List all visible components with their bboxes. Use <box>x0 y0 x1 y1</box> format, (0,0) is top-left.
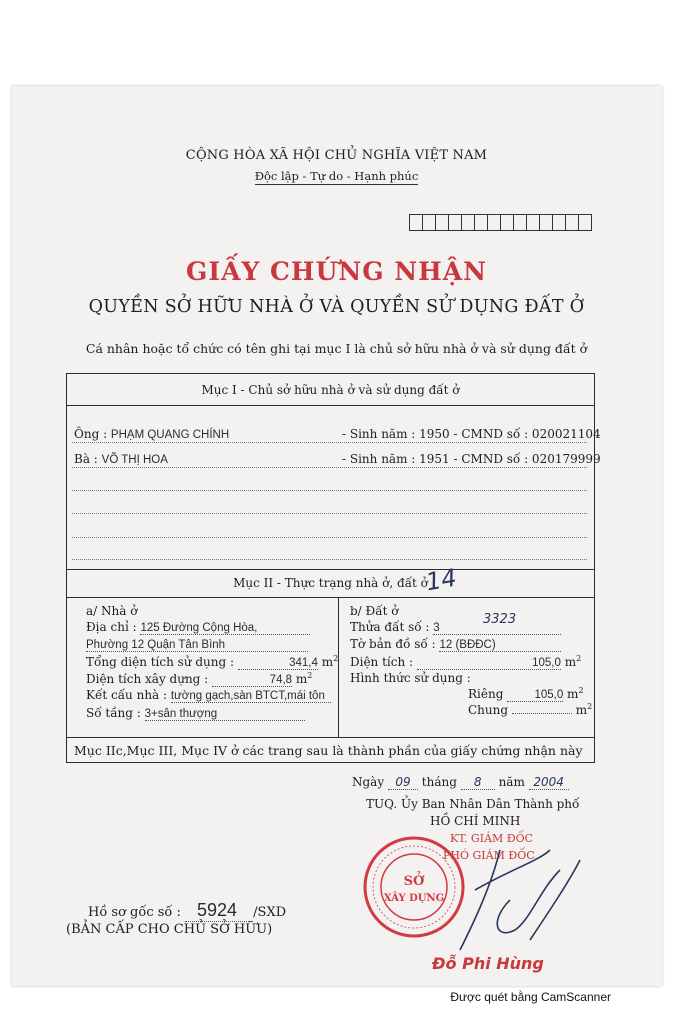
authority-line: TUQ. Ủy Ban Nhân Dân Thành phố <box>366 797 580 811</box>
owner-row: Ông : PHẠM QUANG CHÍNH <box>74 427 230 441</box>
floors: Số tầng : 3+sân thượng <box>86 706 305 721</box>
authority-city: HỒ CHÍ MINH <box>430 814 521 828</box>
authority-subtitle: PHÓ GIÁM ĐỐC <box>443 849 535 862</box>
signature-icon <box>430 830 600 970</box>
house-label: a/ Nhà ở <box>86 604 138 618</box>
usage-shared: Chung $m^2$ <box>468 702 593 717</box>
owner-info: - Sinh năm : 1951 - CMND số : 020179999 <box>342 452 601 466</box>
authority-title: KT. GIÁM ĐỐC <box>450 832 534 845</box>
issued-to: (BẢN CẤP CHO CHỦ SỞ HỮU) <box>66 922 273 937</box>
certificate-title: GIẤY CHỨNG NHẬN <box>186 257 487 286</box>
continuation-note: Mục IIc,Mục III, Mục IV ở các trang sau là thành phần của giấy chứng nhận này <box>74 743 583 758</box>
signer-name: Đỗ Phi Hùng <box>432 954 544 973</box>
owner-row: Bà : VÕ THỊ HOA <box>74 452 168 466</box>
table-divider <box>66 405 595 406</box>
issue-date: Ngày 09 tháng 8 năm 2004 <box>352 775 569 790</box>
motto: Độc lập - Tự do - Hạnh phúc <box>254 169 419 183</box>
section1-heading: Mục I - Chủ sở hữu nhà ở và sử dụng đất ở <box>201 383 460 397</box>
structure: Kết cấu nhà : tường gạch,sàn BTCT,mái tôn <box>86 688 331 703</box>
land-area: Diện tích : 105,0 $m^2$ <box>350 654 582 669</box>
nation-header: CỘNG HÒA XÃ HỘI CHỦ NGHĨA VIỆT NAM <box>185 148 488 163</box>
map-sheet: Tờ bản đồ số : 12 (BĐĐC) <box>350 637 561 652</box>
table-divider <box>66 569 595 570</box>
certificate-subtitle: QUYỀN SỞ HỮU NHÀ Ở VÀ QUYỀN SỬ DỤNG ĐẤT Ở <box>88 297 585 317</box>
intro-text: Cá nhân hoặc tổ chức có tên ghi tại mục I là chủ sở hữu nhà ở và sử dụng đất ở <box>85 341 588 356</box>
table-divider <box>66 597 595 598</box>
svg-text:SỞ: SỞ <box>403 874 425 889</box>
house-address: Địa chỉ : 125 Đường Cộng Hòa, <box>86 620 310 635</box>
usage-form: Hình thức sử dụng : <box>350 671 471 685</box>
svg-text:XÂY DỰNG: XÂY DỰNG <box>383 893 445 904</box>
parcel-number: Thửa đất số : 3 <box>350 620 561 635</box>
owner-info: - Sinh năm : 1950 - CMND số : 020021104 <box>342 427 601 441</box>
usage-private: Riêng 105,0 $m^2$ <box>468 686 584 701</box>
section2-heading: Mục II - Thực trạng nhà ở, đất ở <box>233 576 428 590</box>
parcel-handwritten-note: 3323 <box>483 612 517 627</box>
serial-number-boxes <box>410 214 592 231</box>
total-area: Tổng diện tích sử dụng : 341,4 $m^2$ <box>86 654 339 669</box>
build-area: Diện tích xây dựng : 74,8 $m^2$ <box>86 671 313 686</box>
handwritten-mark: 14 <box>423 563 459 597</box>
land-label: b/ Đất ở <box>350 604 399 618</box>
camscanner-watermark: Được quét bằng CamScanner <box>450 990 611 1004</box>
house-address-line2: Phường 12 Quận Tân Bình <box>86 637 308 652</box>
table-divider <box>66 737 595 738</box>
file-number: Hồ sơ gốc số : 5924 /SXD <box>88 900 287 920</box>
